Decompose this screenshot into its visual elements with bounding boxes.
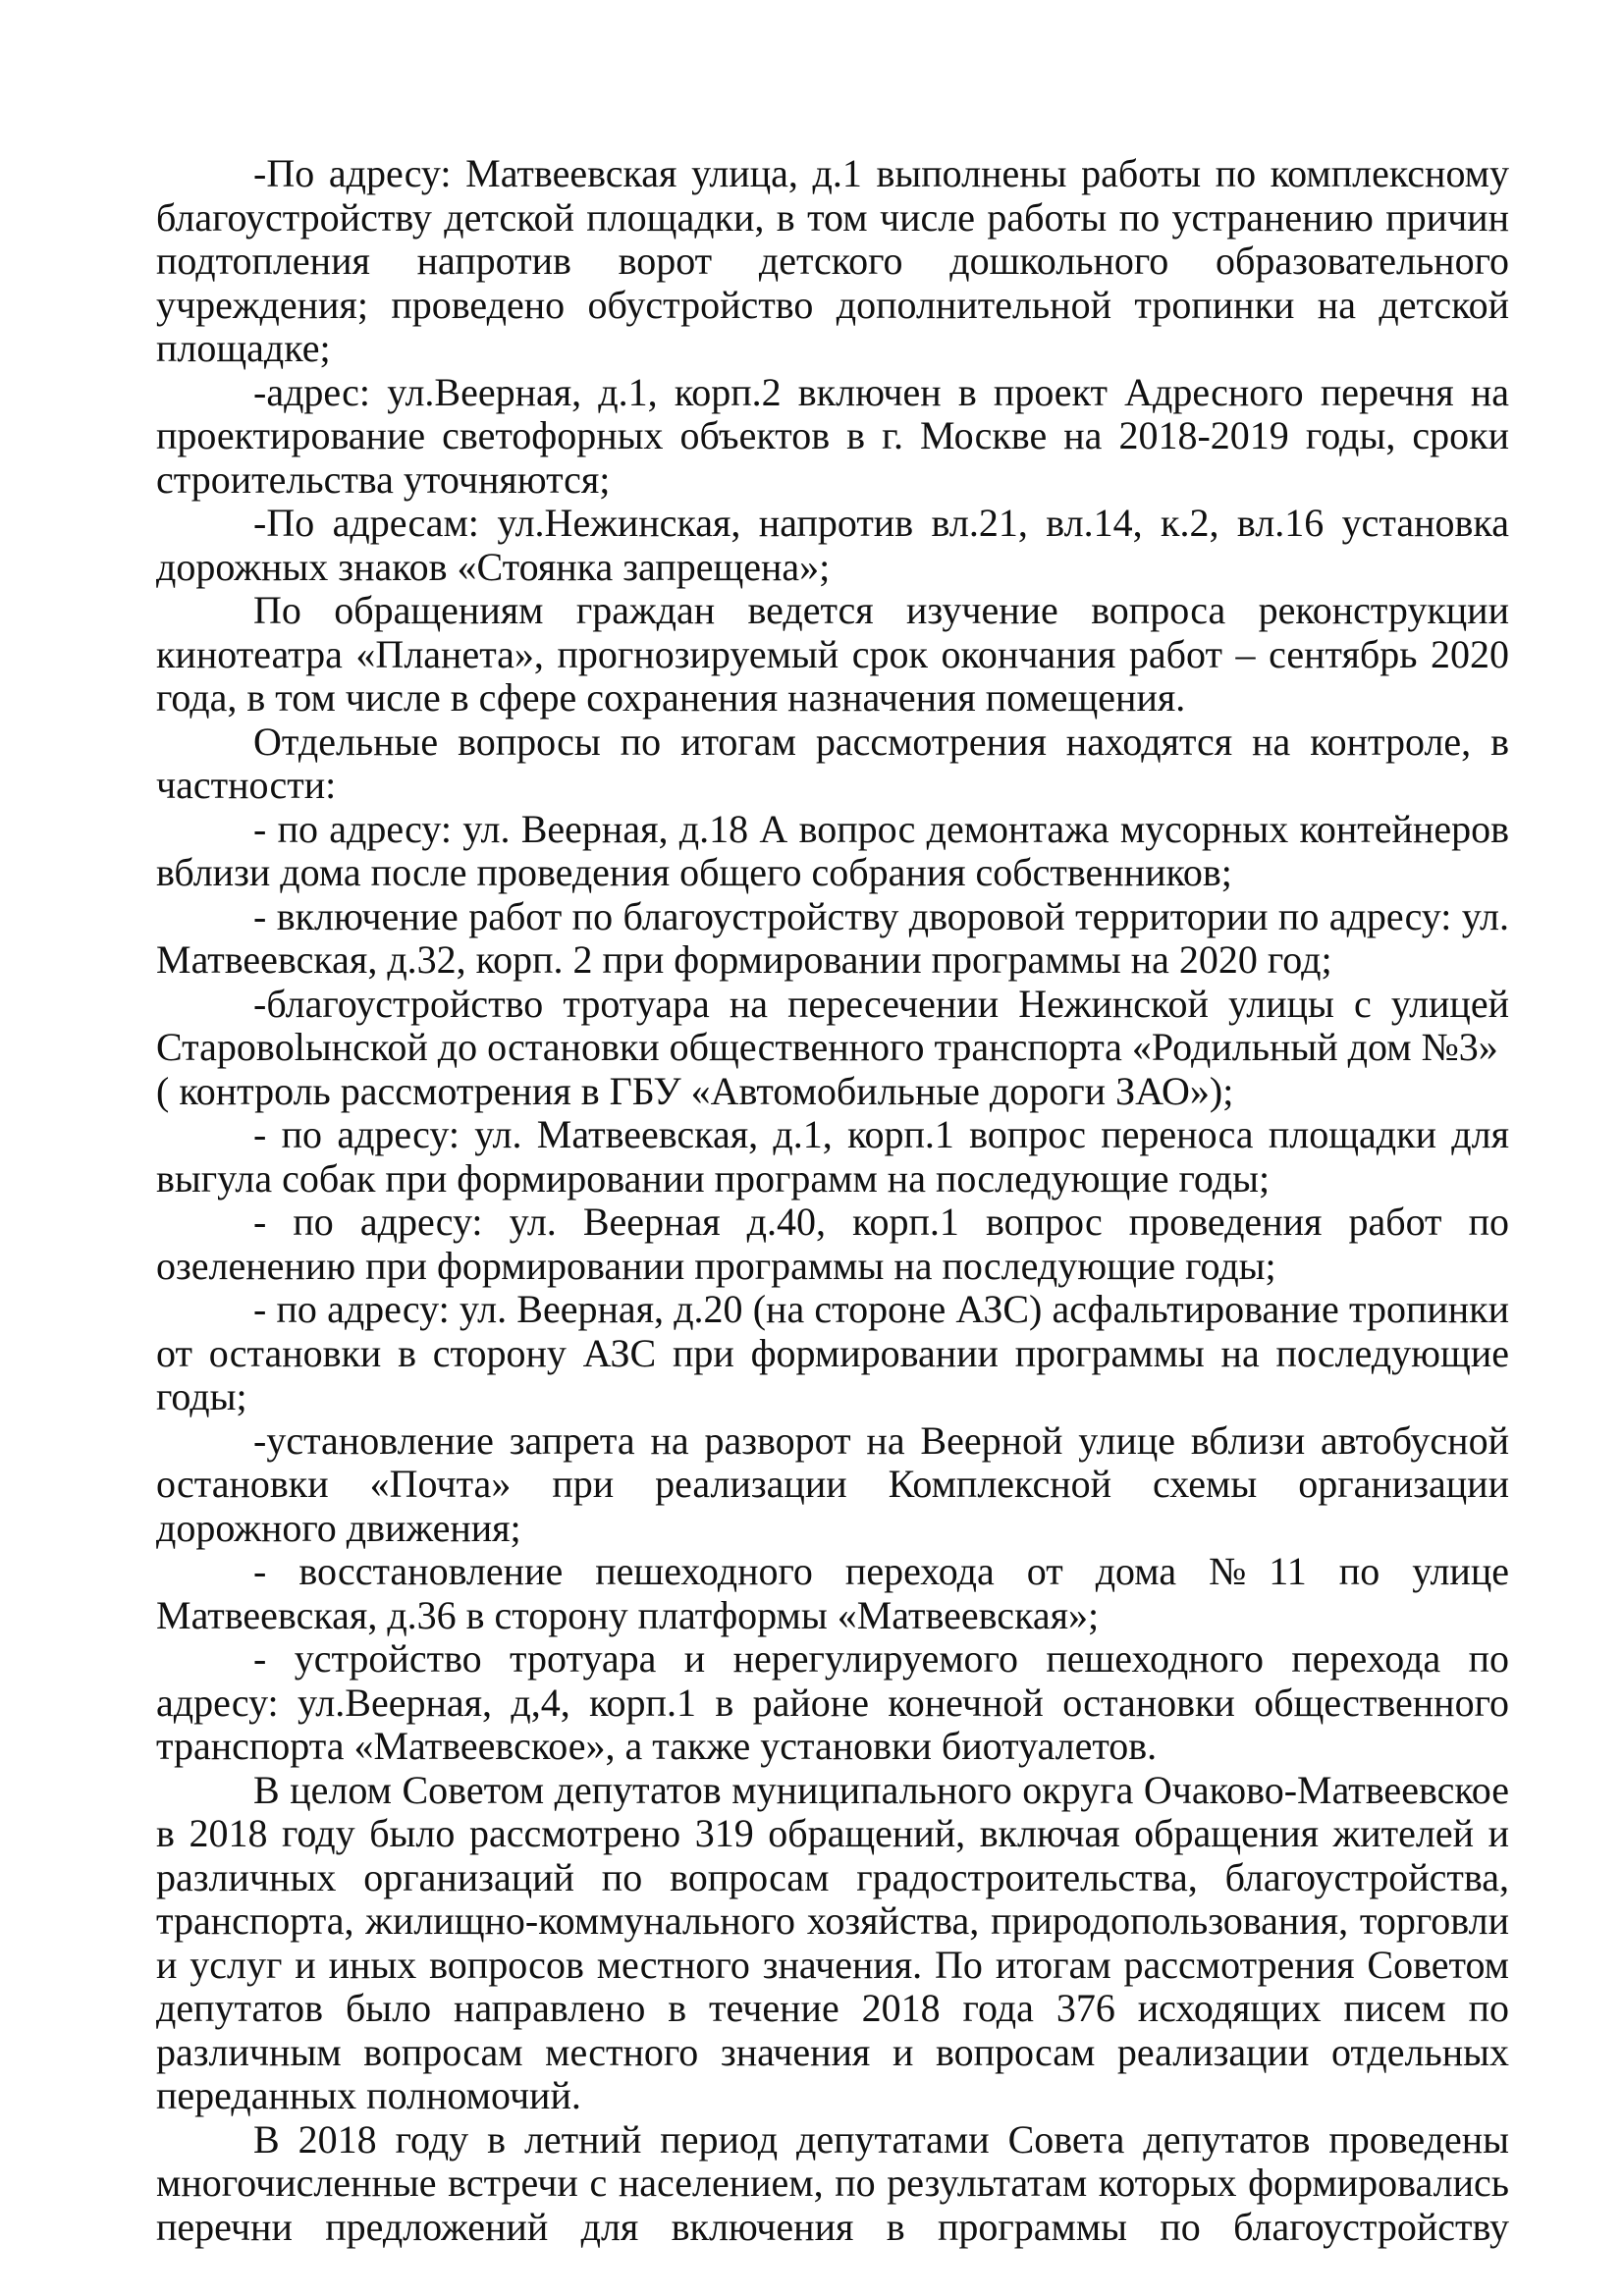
paragraph-sidewalk-nezhinskaya: -благоустройство тротуара на пересечении Нежинской улицы с улицей Старовolынской до остановки общественного транспорта «Родильный дом №3» ( контроль рассмотрения в ГБУ «Автомобильные дороги ЗАО»); [156,981,1509,1113]
paragraph-appeals-summary: В целом Советом депутатов муниципального округа Очаково-Матвеевское в 2018 году было рассмотрено 319 обращений, включая обращения жителей и различных организаций по вопросам градостроительства, благоустройства, транспорта, жилищно-коммунального хозяйства, природопользования, торговли и услуг и иных вопросов местного значения. По итогам рассмотрения Советом депутатов было направлено в течение 2018 года 376 исходящих писем по различным вопросам местного значения и вопросам реализации отдельных переданных полномочий. [156,1767,1509,2117]
paragraph-summer-meetings: В 2018 году в летний период депутатами Совета депутатов проведены многочисленные встречи с населением, по результатам которых формировались перечни предложений для включения в программы по благоустройству [156,2116,1509,2249]
paragraph-crossing-restore: - восстановление пешеходного перехода от дома №11 по улице Матвеевская, д.36 в сторону платформы «Матвеевская»; [156,1549,1509,1637]
paragraph-u-turn-ban: -установление запрета на разворот на Веерной улице вблизи автобусной остановки «Почта» при реализации Комплексной схемы организации дорожного движения; [156,1417,1509,1550]
paragraph-matveevskaya-32: - включение работ по благоустройству дворовой территории по адресу: ул. Матвеевская, д.32, корп. 2 при формировании программы на 2020 год; [156,893,1509,982]
paragraph-veernaya-40: - по адресу: ул. Веерная д.40, корп.1 вопрос проведения работ по озеленению при формировании программы на последующие годы; [156,1200,1509,1288]
paragraph-veernaya-18a: - по адресу: ул. Веерная, д.18 А вопрос демонтажа мусорных контейнеров вблизи дома после проведения общего собрания собственников; [156,806,1509,894]
paragraph-nezhinskaya-signs: -По адресам: ул.Нежинская, напротив вл.21, вл.14, к.2, вл.16 установка дорожных знаков «Стоянка запрещена»; [156,501,1509,589]
paragraph-veernaya-4: - устройство тротуара и нерегулируемого пешеходного перехода по адресу: ул.Веерная, д,4, корп.1 в районе конечной остановки общественного транспорта «Матвеевское», а также установки биотуалетов. [156,1636,1509,1768]
paragraph-matveevskaya-1: -По адресу: Матвеевская улица, д.1 выполнены работы по комплексному благоустройству детской площадки, в том числе работы по устранению причин подтопления напротив ворот детского дошкольного образовательного учреждения; проведено обустройство дополнительной тропинки на детской площадке; [156,151,1509,370]
paragraph-veernaya-20: - по адресу: ул. Веерная, д.20 (на стороне АЗС) асфальтирование тропинки от остановки в сторону АЗС при формировании программы на последующие годы; [156,1287,1509,1418]
paragraph-veernaya-1-korp-2: -адрес: ул.Веерная, д.1, корп.2 включен в проект Адресного перечня на проектирование светофорных объектов в г. Москве на 2018-2019 годы, сроки строительства уточняются; [156,369,1509,502]
paragraph-dog-area: - по адресу: ул. Матвеевская, д.1, корп.1 вопрос переноса площадки для выгула собак при формировании программ на последующие годы; [156,1112,1509,1201]
paragraph-kinoteatr-planeta: По обращениям граждан ведется изучение вопроса реконструкции кинотеатра «Планета», прогнозируемый срок окончания работ – сентябрь 2020 года, в том числе в сфере сохранения назначения помещения. [156,588,1509,720]
paragraph-control-intro: Отдельные вопросы по итогам рассмотрения находятся на контроле, в частности: [156,719,1509,807]
document-page [156,152,1509,2249]
